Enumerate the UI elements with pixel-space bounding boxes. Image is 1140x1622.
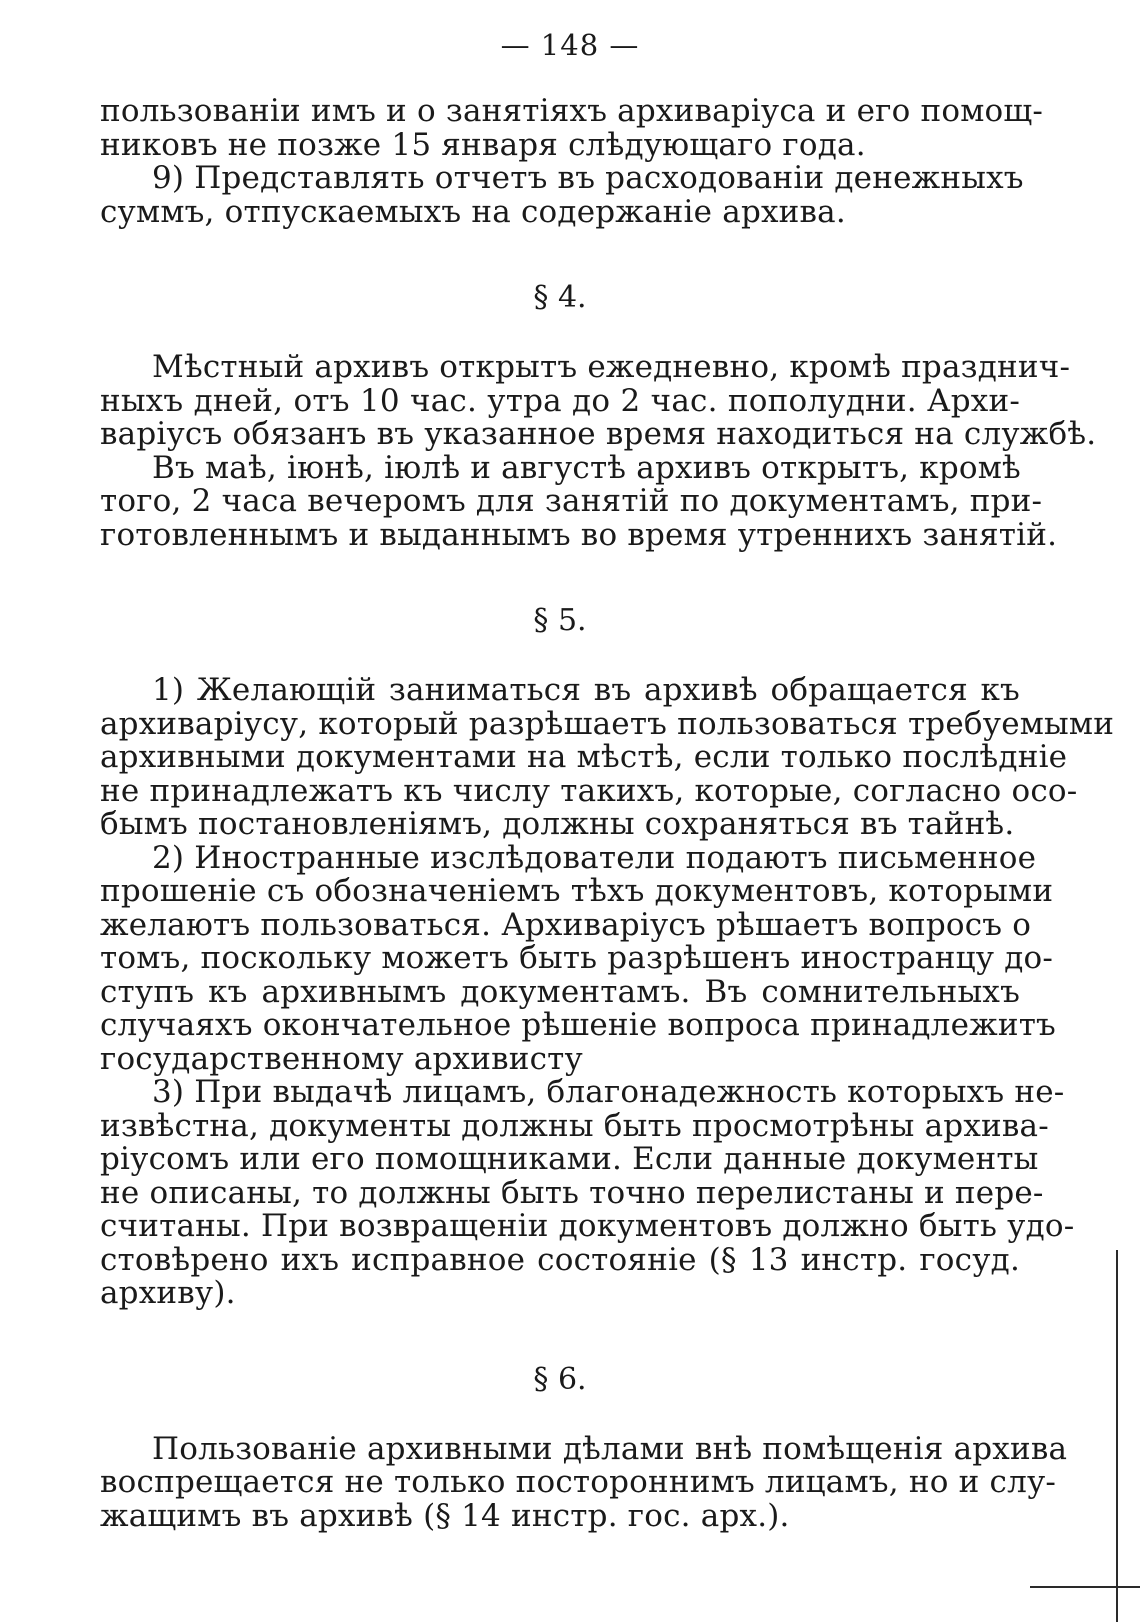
- text-line: ступъ къ архивнымъ документамъ. Въ сомнительныхъ: [100, 973, 1020, 1010]
- text-line: ныхъ дней, отъ 10 час. утра до 2 час. пополудни. Архи-: [100, 382, 1020, 419]
- text-line: желаютъ пользоваться. Архиваріусъ рѣшаетъ вопросъ о: [100, 906, 1032, 943]
- text-line: томъ, поскольку можетъ быть разрѣшенъ иностранцу до-: [100, 940, 1054, 976]
- text-line: Въ маѣ, іюнѣ, іюлѣ и августѣ архивъ открытъ, кромѣ: [152, 449, 1021, 486]
- scan-bottom-rule: [1030, 1586, 1140, 1588]
- section-heading-5: § 5.: [533, 603, 587, 638]
- text-line: воспрещается не только постороннимъ лицамъ, но и слу-: [100, 1464, 1057, 1500]
- text-line: 2) Иностранные изслѣдователи подаютъ письменное: [152, 839, 1037, 876]
- text-line: Пользованіе архивными дѣлами внѣ помѣщенія архива: [152, 1430, 1068, 1467]
- section-heading-6: § 6.: [533, 1361, 587, 1397]
- text-line: 3) При выдачѣ лицамъ, благонадежность которыхъ не-: [152, 1074, 1065, 1110]
- text-line: ріусомъ или его помощниками. Если данные документы: [100, 1141, 1039, 1177]
- text-line: государственному архивисту: [100, 1040, 583, 1077]
- text-line: архиву).: [100, 1275, 236, 1311]
- section-5-body: [100, 672, 1115, 1311]
- document-body: [100, 93, 1115, 1534]
- text-line: готовленнымъ и выданнымъ во время утреннихъ занятій.: [100, 516, 1058, 553]
- text-line: стовѣрено ихъ исправное состояніе (§ 13 инстр. госуд.: [100, 1241, 1020, 1278]
- text-line: Мѣстный архивъ открытъ ежедневно, кромѣ празднич-: [152, 349, 1071, 385]
- text-line: прошеніе съ обозначеніемъ тѣхъ документовъ, которыми: [100, 873, 1054, 909]
- section-6-body: [100, 1430, 1068, 1534]
- section-heading-4: § 4.: [533, 280, 587, 315]
- text-line: считаны. При возвращеніи документовъ должно быть удо-: [100, 1208, 1075, 1244]
- text-line: жащимъ въ архивѣ (§ 14 инстр. гос. арх.).: [100, 1497, 790, 1534]
- text-line: не принадлежатъ къ числу такихъ, которые, согласно осо-: [100, 772, 1078, 809]
- text-line: того, 2 часа вечеромъ для занятій по документамъ, при-: [100, 483, 1043, 519]
- text-line: никовъ не позже 15 января слѣдующаго года.: [100, 126, 866, 163]
- intro-block: [100, 93, 1044, 230]
- text-line: случаяхъ окончательное рѣшеніе вопроса принадлежитъ: [100, 1007, 1056, 1043]
- text-line: суммъ, отпускаемыхъ на содержаніе архива.: [100, 193, 846, 230]
- scan-edge-rule: [1116, 1250, 1118, 1622]
- text-line: архиваріусу, который разрѣшаетъ пользоваться требуемыми: [100, 705, 1115, 742]
- text-line: варіусъ обязанъ въ указанное время находиться на службѣ.: [100, 416, 1097, 452]
- text-line: не описаны, то должны быть точно перелистаны и пере-: [100, 1174, 1044, 1211]
- text-line: 9) Представлять отчетъ въ расходованіи денежныхъ: [152, 160, 1024, 196]
- page-number: — 148 —: [500, 28, 640, 62]
- text-line: 1) Желающій заниматься въ архивѣ обращается къ: [152, 672, 1020, 708]
- text-line: архивными документами на мѣстѣ, если только послѣдніе: [100, 739, 1068, 775]
- text-line: извѣстна, документы должны быть просмотрѣны архива-: [100, 1107, 1049, 1144]
- text-line: бымъ постановленіямъ, должны сохраняться въ тайнѣ.: [100, 806, 1015, 842]
- section-4-body: [100, 349, 1097, 553]
- text-line: пользованіи имъ и о занятіяхъ архиваріуса и его помощ-: [100, 93, 1044, 129]
